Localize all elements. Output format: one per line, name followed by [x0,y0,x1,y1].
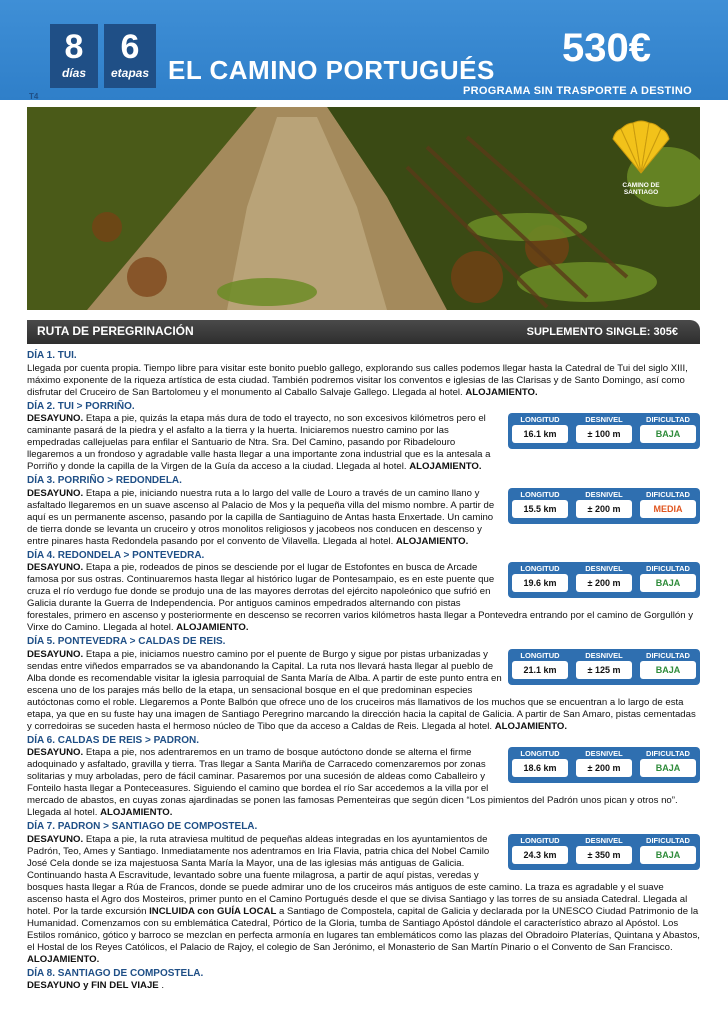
stat-value-elevation: ± 200 m [576,759,632,777]
day-lead: DESAYUNO y FIN DEL VIAJE [27,980,159,991]
day-title: DÍA 7. PADRON > SANTIAGO DE COMPOSTELA. [27,821,258,832]
forest-path-photo [27,107,700,310]
day-text: Etapa a pie, la ruta atraviesa multitud de pequeñas aldeas integradas en los ayuntamientos de Padrón, Teo, Ames y Santiago. Inmediatamente nos adentramos en Iria Flavia, patria chica del Nobel Camilo José Cela donde se iza majestuosa Santa María la Mayor, una de las iglesias más antiguas de Galicia. Continuando hasta A Escravitude, levantado sobre una fuente milagrosa, a partir de aquí pistas, veredas y bosques hasta llegar a Rúa de Francos, donde se puede admirar uno de los cruceiros más antiguos de este camino. La traza es agradable y el suave ascenso hasta el Agro dos Mosteiros, primer punto en el Camino Portugués desde el que se divisa Santiago y las torres de su ansiada Catedral. Llegada al hotel. Por la tarde excursión [27,833,688,917]
stat-value-length: 21.1 km [512,661,568,679]
trip-code: T4 [29,92,39,101]
days-number: 8 [64,28,84,66]
scallop-shell-icon [609,115,673,175]
stat-value-difficulty: BAJA [640,846,696,864]
stage-stats [508,649,700,685]
itinerary-day [27,636,700,733]
stat-value-elevation: ± 100 m [576,425,632,443]
stat-value-length: 16.1 km [512,425,568,443]
stat-value-length: 24.3 km [512,846,568,864]
stages-label: etapas [110,66,150,80]
program-subtitle: PROGRAMA SIN TRASPORTE A DESTINO [463,85,692,97]
stat-value-elevation: ± 200 m [576,500,632,518]
day-lead: DESAYUNO. [27,413,84,424]
camino-logo-text: CAMINO DE SANTIAGO [622,182,660,196]
route-ribbon [27,320,700,344]
stat-label-length: LONGITUD [520,749,560,758]
day-text: Etapa a pie, iniciando nuestra ruta a lo largo del valle de Louro a través de un camino llano y asfaltado llegaremos en un suave ascenso al Palacio de Mos y la pequeña villa del mismo nombre. A partir de aquí es un permanente ascenso, pasando por la capilla de Santiaguino de Antas hasta Enxertade. Un camino de tierra donde se levanta un cruceiro y otros monolitos religiosos y jacobeos nos conducen en descenso y entre pinares hasta Redondela pasando por el convento de Vilavella. Llegada al hotel. [27,487,495,547]
itinerary-day [27,968,700,993]
day-accommodation: ALOJAMIENTO. [395,535,469,547]
day-lead: DESAYUNO. [27,747,84,758]
day-lead: DESAYUNO. [27,648,84,660]
stat-value-difficulty: BAJA [640,574,696,592]
stage-stats [508,488,700,524]
day-lead: DESAYUNO. [27,833,84,845]
day-text: Etapa a pie, rodeados de pinos se desciende por el lugar de Estofontes en busca de Arcade famosa por sus ostras. Continuaremos hasta llegar al histórico lugar de Pontesampaio, es en este puente que cruza el río verdugo fue donde se produjo una de las mayores derrotas del ejército napoleónico que sufrió en Galicia durante la Guerra de Independencia. Por antiguos caminos empedrados alternando con pistas forestales, primero en ascenso y posteriormente en descenso se recorren varios kilómetros hasta llegar a Pontevedra entrando por el camino de Gorgullón y Virxe do Camino. Llegada al hotel. [27,562,694,633]
stat-value-length: 18.6 km [512,759,568,777]
single-supplement: SUPLEMENTO SINGLE: 305€ [526,326,678,338]
stage-stats [508,413,700,449]
stat-label-length: LONGITUD [520,564,560,573]
stat-value-elevation: ± 200 m [576,574,632,592]
stat-label-difficulty: DIFICULTAD [646,749,690,758]
stat-label-length: LONGITUD [520,415,560,424]
day-description [27,980,700,992]
stat-value-difficulty: BAJA [640,661,696,679]
day-title: DÍA 3. PORRIÑO > REDONDELA. [27,475,182,486]
itinerary-day [27,350,700,399]
day-title: DÍA 2. TUI > PORRIÑO. [27,400,135,412]
camino-logo [606,115,676,197]
stat-label-elevation: DESNIVEL [585,749,623,758]
day-accommodation: ALOJAMIENTO. [176,622,249,633]
day-description [27,363,700,399]
stat-value-difficulty: BAJA [640,759,696,777]
stage-stats [508,562,700,598]
day-title: DÍA 8. SANTIAGO DE COMPOSTELA. [27,967,204,979]
day-included-guide: INCLUIDA con GUÍA LOCAL [149,905,277,917]
day-accommodation: ALOJAMIENTO. [100,807,173,818]
day-text-continued: a Santiago de Compostela, capital de Galicia y declarada por la UNESCO Ciudad Patrimonio de la Humanidad. Comenzamos con su emblemática Catedral, Pórtico de la Gloria, tumba de Santiago Apóstol dándole el característico abrazo al Apóstol. Los Estilos románico, gótico y barroco se mezclan en perfecta armonía en lugares tan emblemáticos como las plazas del Obradoiro Platerías, Quintana y Abastos, el Hostal de los Reyes Católicos, el Palacio de Rajoy, el colegio de San Jerónimo, el Monasterio de San Martín Pinario o el Convento de San Francisco. [27,905,700,953]
stat-label-length: LONGITUD [520,489,560,499]
stat-value-elevation: ± 350 m [576,846,632,864]
day-text: . [161,980,165,991]
itinerary-day [27,821,700,966]
day-title: DÍA 6. CALDAS DE REIS > PADRON. [27,734,199,746]
stat-value-length: 15.5 km [512,500,568,518]
day-accommodation: ALOJAMIENTO. [27,953,100,965]
stat-label-elevation: DESNIVEL [585,564,623,573]
itinerary-day [27,401,700,474]
page-title: EL CAMINO PORTUGUÉS [168,55,495,85]
stage-stats [508,834,700,870]
price: 530€ [562,26,651,70]
day-lead: DESAYUNO. [27,487,84,499]
stat-label-elevation: DESNIVEL [585,415,623,424]
route-title: RUTA DE PEREGRINACIÓN [37,324,194,338]
day-title: DÍA 5. PONTEVEDRA > CALDAS DE REIS. [27,636,226,647]
day-accommodation: ALOJAMIENTO. [409,461,482,472]
day-lead: DESAYUNO. [27,562,84,573]
stage-stats [508,747,700,783]
stat-label-difficulty: DIFICULTAD [646,650,690,660]
day-accommodation: ALOJAMIENTO. [494,720,568,732]
stat-label-elevation: DESNIVEL [585,650,623,660]
stat-label-elevation: DESNIVEL [585,489,623,499]
forest-path-illustration [27,107,700,310]
stat-value-difficulty: BAJA [640,425,696,443]
days-box [50,24,98,88]
itinerary [27,350,700,992]
stat-label-length: LONGITUD [520,650,560,660]
itinerary-day [27,735,700,820]
stat-label-difficulty: DIFICULTAD [646,415,690,424]
days-label: días [61,66,86,80]
stat-label-difficulty: DIFICULTAD [646,835,690,845]
itinerary-day [27,475,700,548]
stages-number: 6 [120,28,140,66]
stages-box [104,24,156,88]
day-title: DÍA 1. TUI. [27,350,77,361]
day-title: DÍA 4. REDONDELA > PONTEVEDRA. [27,549,205,561]
itinerary-day [27,550,700,635]
stat-label-elevation: DESNIVEL [585,835,623,845]
stat-label-difficulty: DIFICULTAD [646,489,690,499]
day-text: Llegada por cuenta propia. Tiempo libre para visitar este bonito pueblo gallego, explorando sus calles podemos llegar hasta la Catedral de Tui del siglo XIII, máximo exponente de la riqueza artística de esta ciudad. También podremos visitar los conventos e iglesias de las Clarisas y de Santo Domingo, así como disfrutar del Cruceiro de San Bartolomeu y el monumento al Caballo Salvaje Gallego. Llegada al hotel. [27,362,688,398]
header-banner [0,0,728,100]
day-accommodation: ALOJAMIENTO. [465,386,538,398]
stat-label-length: LONGITUD [520,835,560,845]
stat-value-length: 19.6 km [512,574,568,592]
stat-label-difficulty: DIFICULTAD [646,564,690,573]
stat-value-elevation: ± 125 m [576,661,632,679]
day-text: Etapa a pie, quizás la etapa más dura de todo el trayecto, no son excesivos kilómetros pero el caminante pasará de la piedra y el asfalto a la tierra y la huerta. Iniciaremos nuestro camino por las empedradas callejuelas para enfilar el Santuario de Ntra. Sra. Del Camino, pasando por Ribadelouro llegaremos a un frondoso y agradable valle hasta llegar a una importante zona industrial que es la antesala a Porriño y donde la capilla de la Virgen de la Guía da acceso a la ciudad. Llegada al hotel. [27,413,491,472]
day-text: Etapa a pie, iniciamos nuestro camino por el puente de Burgo y sigue por pistas urbanizadas y sendas entre viñedos emparrados se va abandonando la Capital. La ruta nos llevará hasta llegar al pueblo de Alba donde es recomendable visitar la iglesia parroquial de Santa María de Alba. A partir de este punto entra en escena uno de los parajes más bello de la etapa, un sensacional bosque en el que predominan especies autóctonas como el roble. Llegaremos a Ponte Balbón que ofrece uno de los cruceiros más llamativos de los muchos que se encuentran a lo largo de esta etapa, ya que en su fuste hay una imagen de Santiago Peregrino marcando la dirección hacia la capital de Galicia. A partir de San Amaro, pistas cementadas y corredoiras se suceden hasta el hermoso núcleo de Tibo que da acceso a Caldas de Reis. Llegada al hotel. [27,648,696,732]
day-text: Etapa a pie, nos adentraremos en un tramo de bosque autóctono donde se alterna el firme adoquinado y asfaltado, gravilla y tierra. Tras llegar a Santa Mariña de Carracedo comenzaremos por zonas solitarias y muy arboladas, pero de fácil caminar. Pasaremos por una sucesión de aldeas como Caballeiro y Fonteilo hasta llegar a Ponteceasures. Siguiendo el camino que bordea el río Sar accedemos a la villa por el mercado de abastos, en cuyas zonas ajardinadas se ponen las famosas Pementeiras que según dicen “Los pimientos del Padrón unos pican y otros no”. Llegada al hotel. [27,747,678,818]
stat-value-difficulty: MEDIA [640,500,696,518]
